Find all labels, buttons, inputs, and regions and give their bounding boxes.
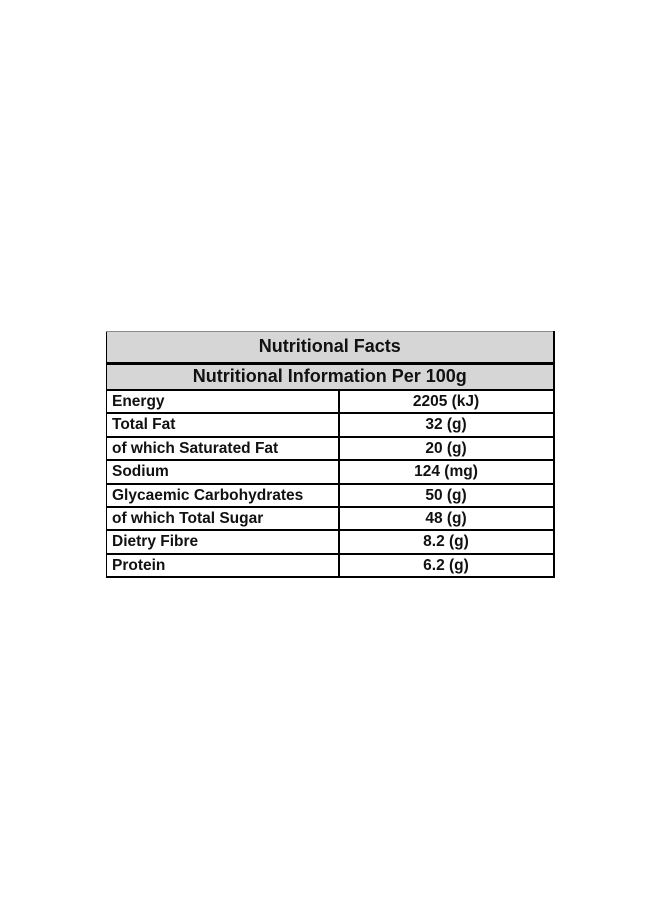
nutrient-label: Dietry Fibre (107, 530, 339, 553)
nutrient-label: Sodium (107, 460, 339, 483)
nutrient-value: 124 (mg) (339, 460, 554, 483)
nutrient-value: 8.2 (g) (339, 530, 554, 553)
nutrient-value: 50 (g) (339, 484, 554, 507)
table-title: Nutritional Facts (107, 332, 554, 364)
table-row (107, 507, 554, 530)
nutrient-label: of which Total Sugar (107, 507, 339, 530)
table-row (107, 484, 554, 507)
table-row (107, 460, 554, 483)
nutrient-label: Glycaemic Carbohydrates (107, 484, 339, 507)
nutrient-value: 32 (g) (339, 413, 554, 436)
table-row (107, 413, 554, 436)
table-row (107, 530, 554, 553)
table-row (107, 437, 554, 460)
table-subtitle-row (107, 363, 554, 390)
nutrient-value: 6.2 (g) (339, 554, 554, 577)
table-title-row (107, 332, 554, 364)
nutrient-value: 20 (g) (339, 437, 554, 460)
nutrient-label: Energy (107, 390, 339, 413)
table-row (107, 390, 554, 413)
nutrient-value: 2205 (kJ) (339, 390, 554, 413)
nutrient-value: 48 (g) (339, 507, 554, 530)
nutrient-label: Total Fat (107, 413, 339, 436)
nutrition-facts-table (106, 331, 555, 578)
nutrient-label: Protein (107, 554, 339, 577)
table-row (107, 554, 554, 577)
nutrient-label: of which Saturated Fat (107, 437, 339, 460)
table-subtitle: Nutritional Information Per 100g (107, 363, 554, 390)
